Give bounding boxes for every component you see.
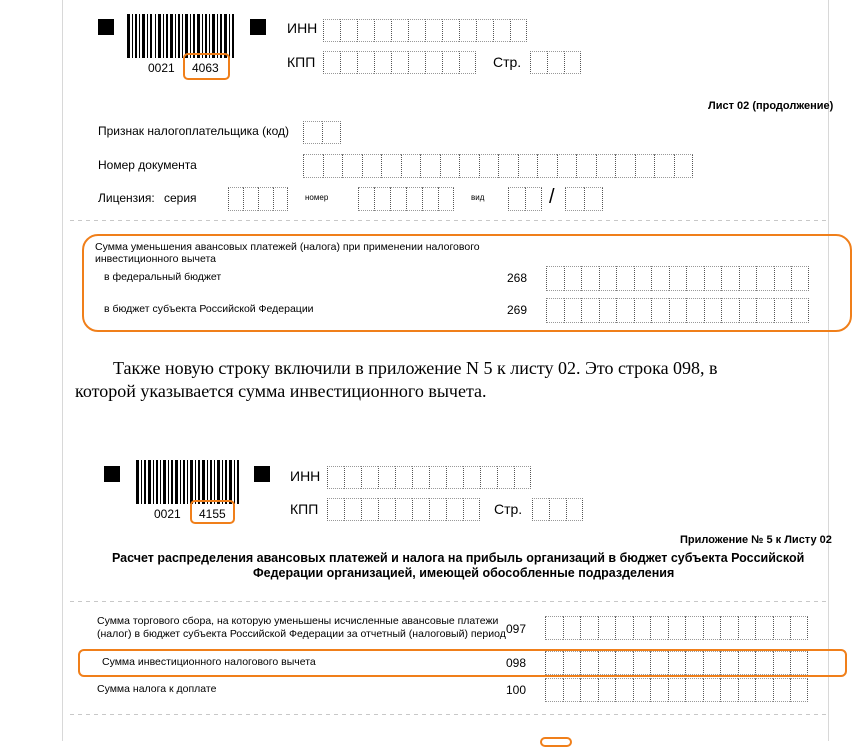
corner-marker [254, 466, 270, 482]
regional-budget-label: в бюджет субъекта Российской Федерации [104, 303, 314, 315]
federal-budget-input[interactable] [546, 266, 809, 291]
highlight-partial [540, 737, 572, 747]
reduction-title: Сумма уменьшения авансовых платежей (налога) при применении налогового инвестиционного вычета [95, 241, 480, 265]
kpp-label: КПП [287, 54, 316, 70]
inn-input[interactable] [323, 19, 527, 42]
highlight-barcode-code [190, 500, 235, 524]
barcode [127, 14, 242, 58]
barcode-number-right: 4155 [199, 507, 226, 521]
highlight-barcode-code [183, 53, 230, 80]
license-series-input[interactable] [228, 187, 288, 211]
federal-budget-label: в федеральный бюджет [104, 271, 222, 283]
inn-input[interactable] [327, 466, 531, 489]
page-label: Стр. [494, 501, 523, 517]
kpp-label: КПП [290, 501, 319, 517]
license-number-input[interactable] [358, 187, 454, 211]
bottom-divider [70, 714, 827, 715]
corner-marker [98, 19, 114, 35]
barcode-number-left: 0021 [148, 61, 175, 75]
paragraph-line-2: которой указывается сумма инвестиционного вычета. [75, 381, 487, 401]
row-097-label-line-2: (налог) в бюджет субъекта Российской Федерации за отчетный (налоговый) период [97, 628, 506, 640]
regional-budget-code: 269 [507, 303, 528, 317]
row-098-input[interactable] [545, 651, 808, 675]
taxpayer-sign-label: Признак налогоплательщика (код) [98, 124, 289, 138]
regional-budget-input[interactable] [546, 298, 809, 323]
license-type-slash: / [549, 186, 555, 208]
license-type-input-1[interactable] [508, 187, 542, 211]
barcode-number-left: 0021 [154, 507, 181, 521]
row-100-input[interactable] [545, 678, 808, 702]
paragraph-line-1: Также новую строку включили в приложение N 5 к листу 02. Это строка 098, в [113, 358, 718, 378]
page-label: Стр. [493, 54, 522, 70]
page-input[interactable] [532, 498, 583, 521]
inn-label: ИНН [287, 20, 318, 36]
row-098-code: 098 [506, 656, 527, 670]
row-100-code: 100 [506, 683, 527, 697]
page-input[interactable] [530, 51, 581, 74]
corner-marker [104, 466, 120, 482]
federal-budget-code: 268 [507, 271, 528, 285]
appendix-title: Приложение № 5 к Листу 02 [680, 534, 832, 546]
inn-label: ИНН [290, 468, 321, 484]
main-title-line-2: Федерации организацией, имеющей обособленные подразделения [253, 566, 675, 580]
section-divider [70, 601, 827, 602]
taxpayer-sign-input[interactable] [303, 121, 341, 144]
barcode [136, 460, 248, 504]
main-title-line-1: Расчет распределения авансовых платежей и налога на прибыль организаций в бюджет субъекта Российской [112, 551, 805, 565]
barcode-number-right: 4063 [192, 61, 219, 75]
doc-number-input[interactable] [303, 154, 693, 178]
section-divider [70, 220, 827, 221]
page-edge-left [62, 0, 63, 741]
kpp-input[interactable] [327, 498, 480, 521]
license-series-label: серия [164, 191, 197, 205]
row-098-label: Сумма инвестиционного налогового вычета [102, 656, 316, 668]
license-type-label: вид [471, 193, 485, 202]
row-100-label: Сумма налога к доплате [97, 683, 217, 695]
row-097-code: 097 [506, 622, 527, 636]
row-097-input[interactable] [545, 616, 808, 640]
corner-marker [250, 19, 266, 35]
license-number-label: номер [305, 193, 329, 202]
kpp-input[interactable] [323, 51, 476, 74]
license-label: Лицензия: [98, 191, 155, 205]
row-097-label-line-1: Сумма торгового сбора, на которую уменьшены исчисленные авансовые платежи [97, 615, 499, 627]
doc-number-label: Номер документа [98, 158, 197, 172]
license-type-input-2[interactable] [565, 187, 603, 211]
sheet-title: Лист 02 (продолжение) [708, 100, 834, 112]
